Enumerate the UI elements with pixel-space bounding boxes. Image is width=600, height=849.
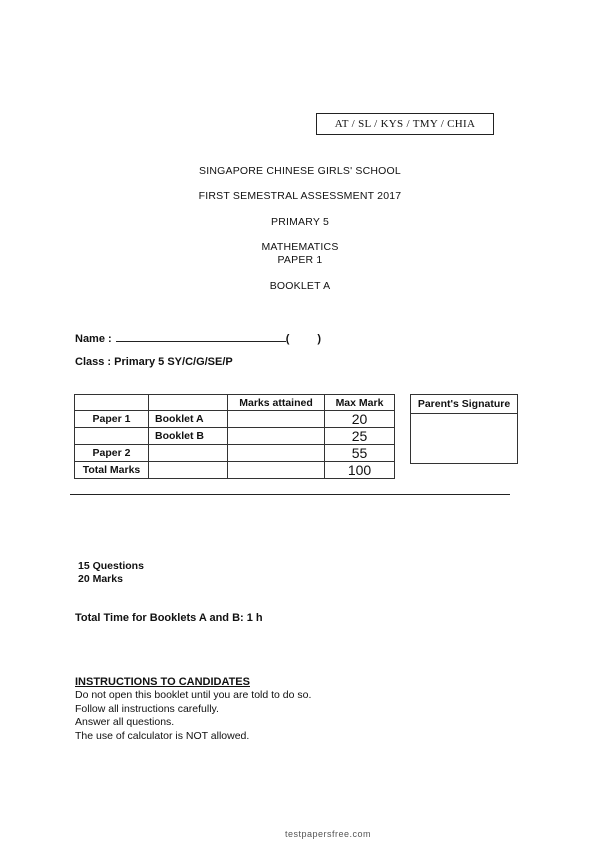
name-label: Name : (75, 333, 112, 345)
instruction-line: Answer all questions. (75, 716, 175, 728)
name-field[interactable] (116, 331, 286, 342)
index-bracket-open: ( (285, 333, 290, 345)
index-bracket-close: ) (317, 333, 322, 345)
parent-signature-box (410, 394, 518, 464)
teacher-codes: AT / SL / KYS / TMY / CHIA (334, 118, 476, 130)
marks-table (74, 394, 395, 479)
paper-cell: Paper 2 (75, 445, 149, 462)
paper-cell: Paper 1 (75, 411, 149, 428)
booklet-cell: Booklet A (149, 411, 228, 428)
school-name: SINGAPORE CHINESE GIRLS' SCHOOL (199, 165, 401, 177)
teacher-codes-box (316, 113, 494, 135)
parent-signature-field[interactable] (411, 414, 517, 464)
paper-title: PAPER 1 (277, 254, 323, 266)
booklet-cell (149, 445, 228, 462)
total-marks-label: Total Marks (75, 462, 149, 479)
marks-header-row (75, 395, 395, 411)
header-max-mark: Max Mark (325, 395, 395, 411)
table-row (75, 445, 395, 462)
level-title: PRIMARY 5 (270, 216, 330, 228)
max-mark-cell: 55 (325, 445, 395, 462)
subject-title: MATHEMATICS (261, 241, 339, 253)
class-label: Class (75, 356, 105, 368)
instruction-line: The use of calculator is NOT allowed. (75, 729, 250, 742)
parent-signature-label: Parent's Signature (411, 395, 517, 414)
table-row (75, 462, 395, 479)
booklet-title: BOOKLET A (269, 280, 331, 292)
question-count: 15 Questions (78, 560, 144, 572)
marks-attained-cell[interactable] (228, 445, 325, 462)
watermark-text: testpapersfree.com (285, 829, 372, 839)
instructions-heading: INSTRUCTIONS TO CANDIDATES (75, 676, 250, 688)
class-row (75, 356, 233, 368)
instruction-line: Follow all instructions carefully. (75, 702, 219, 715)
max-mark-cell: 20 (325, 411, 395, 428)
instructions-list (75, 689, 311, 743)
assessment-title: FIRST SEMESTRAL ASSESSMENT 2017 (198, 190, 402, 202)
marks-attained-cell[interactable] (228, 462, 325, 479)
table-row (75, 411, 395, 428)
header-cell (149, 395, 228, 411)
divider (70, 494, 510, 495)
name-row (75, 331, 321, 345)
header-marks-attained: Marks attained (228, 395, 325, 411)
booklet-cell: Booklet B (149, 428, 228, 445)
header-cell (75, 395, 149, 411)
marks-attained-cell[interactable] (228, 428, 325, 445)
time-info: Total Time for Booklets A and B: 1 h (75, 612, 263, 624)
instruction-line: Do not open this booklet until you are told to do so. (75, 689, 312, 701)
max-mark-cell: 100 (325, 462, 395, 479)
marks-attained-cell[interactable] (228, 411, 325, 428)
table-row (75, 428, 395, 445)
total-marks-info: 20 Marks (78, 573, 123, 585)
max-mark-cell: 25 (325, 428, 395, 445)
booklet-cell (149, 462, 228, 479)
class-value: : Primary 5 SY/C/G/SE/P (107, 356, 233, 368)
paper-cell (75, 428, 149, 445)
